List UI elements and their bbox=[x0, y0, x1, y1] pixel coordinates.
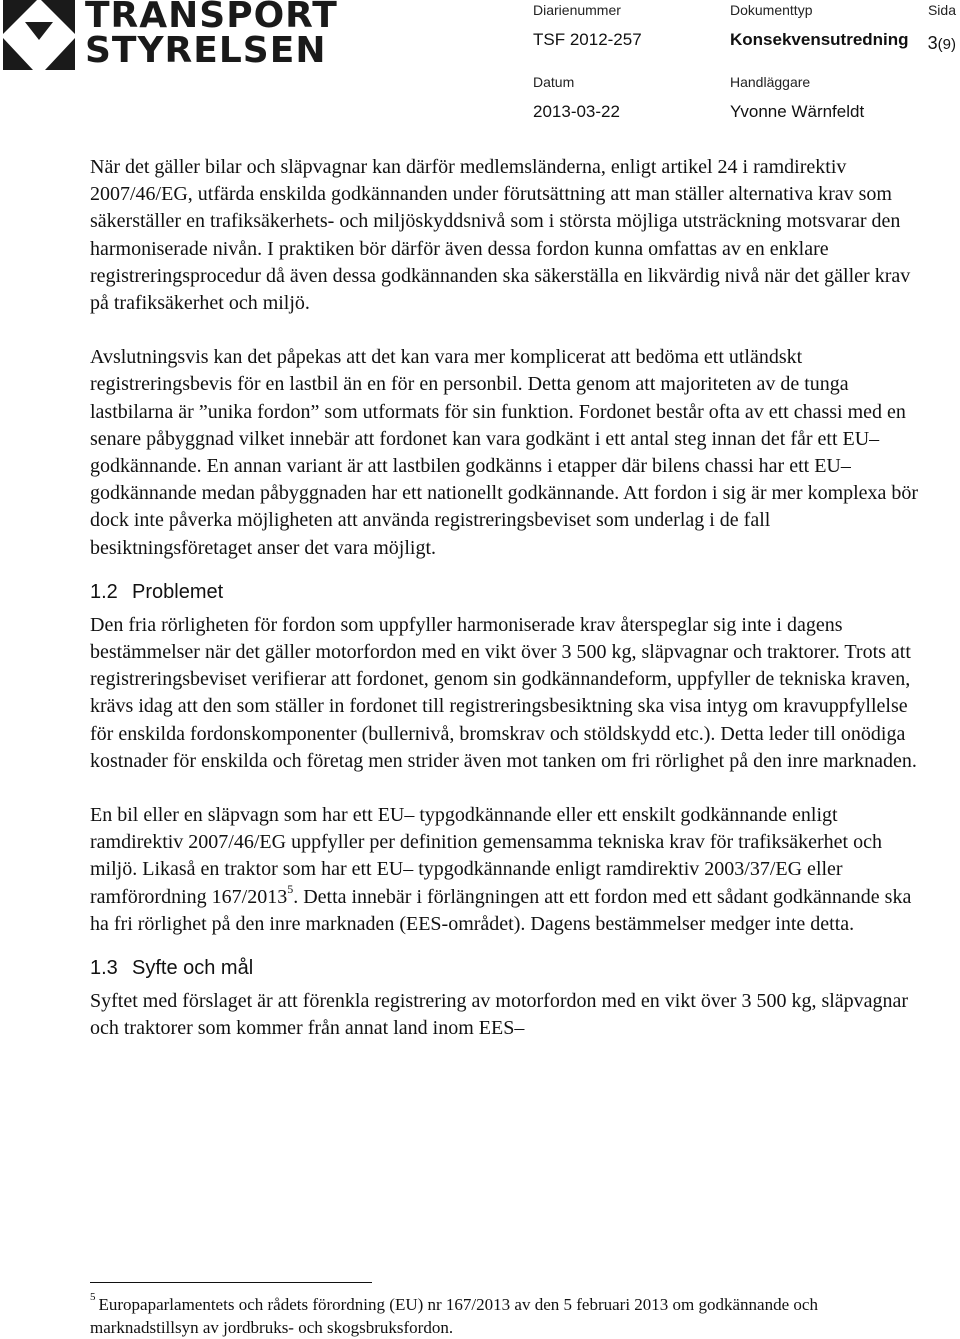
section-number: 1.2 bbox=[90, 580, 118, 603]
handlaggare-label: Handläggare bbox=[730, 74, 811, 90]
sida-value bbox=[928, 30, 956, 52]
diarienummer-label: Diarienummer bbox=[533, 2, 621, 18]
section-number: 1.3 bbox=[90, 957, 118, 980]
datum-block bbox=[533, 74, 620, 122]
logo-line-2: STYRELSEN bbox=[85, 30, 327, 71]
paragraph-4-part-a: En bil eller en släpvagn som har ett EU– typgodkännande eller ett enskilt godkännande enligt ramdirektiv 2007/46/EG uppfyller per definition gemensamma tekniska krav för trafiksäkerhet och miljö. Likaså en traktor som har ett EU– typgodkännande enligt ramdirektiv 2003/37/EG eller ramförordning 167/2013 bbox=[90, 804, 882, 908]
datum-label: Datum bbox=[533, 74, 575, 90]
paragraph-2: Avslutningsvis kan det påpekas att det kan vara mer komplicerat att bedöma ett utländskt registreringsbevis för en lastbil än en för en personbil. Detta genom att majoriteten av de tunga lastbilarna är ”unika fordon” som utformats för sin funktion. Fordonet består ofta av ett chassi med en senare påbyggnad vilket innebär att fordonet kan vara godkänt i ett antal steg innan det får ett EU– godkännande. En annan variant är att lastbilen godkänns i etapper där bilens chassi har ett EU– godkännande medan påbyggnaden har ett nationellt godkännande. Att fordon i sig är mer komplexa bör dock inte påverka möjligheten att använda registreringsbeviset som underlag i de fall besiktningsföretaget anser det vara möjligt. bbox=[90, 346, 919, 559]
datum-value: 2013-03-22 bbox=[533, 102, 620, 121]
document-body bbox=[90, 154, 930, 1069]
paragraph-4-part-b: . Detta innebär i förlängningen att ett fordon med ett sådant godkännande ska ha fri rörlighet på den inre marknaden (EES-området). Dagens bestämmelser medger inte detta. bbox=[90, 885, 912, 935]
paragraph-1: När det gäller bilar och släpvagnar kan därför medlemsländerna, enligt artikel 24 i ramdirektiv 2007/46/EG, utfärda enskilda godkännanden under förutsättning att man ställer alternativa krav som säkerställer en trafiksäkerhets- och miljöskyddsnivå som i största möjliga utsträckning motsvarar den harmoniserade nivån. I praktiken bör därför även dessa fordon kunna omfattas av en enklare registreringsprocedur då även dessa godkännanden ska säkerställa en likvärdig nivå när det gäller krav på trafiksäkerhet och miljö. bbox=[90, 156, 911, 315]
logo-line-1: TRANSPORT bbox=[85, 0, 338, 36]
section-title: Syfte och mål bbox=[132, 957, 254, 980]
paragraph-5: Syftet med förslaget är att förenkla registrering av motorfordon med en vikt över 3 500 kg, släpvagnar och traktorer som kommer från annat land inom EES– bbox=[90, 990, 909, 1040]
diarienummer-block bbox=[533, 2, 642, 50]
section-heading-1-3 bbox=[90, 955, 930, 981]
transportstyrelsen-logo bbox=[3, 0, 338, 71]
footnote bbox=[90, 1293, 910, 1339]
footnote-number: 5 bbox=[90, 1291, 96, 1304]
paragraph-3: Den fria rörligheten för fordon som uppfyller harmoniserade krav återspeglar sig inte i dagens bestämmelser när det gäller motorfordon med en vikt över 3 500 kg, släpvagnar och traktorer. Trots att registreringsbeviset verifierar att fordonet, genom sin godkännandeform, uppfyller de tekniska kraven, krävs idag att den som ställer in fordonet till registreringsbesiktning ska visa intyg om kravuppfyllelse för enskilda fordonskomponenter (bullernivå, bromskrav och stöldskydd etc.). Detta leder till onödiga kostnader för enskilda och företag men strider även mot tanken om fri rörlighet på den inre marknaden. bbox=[90, 613, 917, 772]
sida-block bbox=[928, 2, 956, 52]
logo-wordmark bbox=[85, 0, 338, 71]
footnote-text: Europaparlamentets och rådets förordning (EU) nr 167/2013 av den 5 februari 2013 om godkännande och marknadstillsyn av jordbruks- och skogsbruksfordon. bbox=[90, 1295, 818, 1337]
logo-triangles-icon bbox=[3, 0, 75, 70]
dokumenttyp-block bbox=[730, 2, 909, 50]
footnote-ref-5[interactable]: 5 bbox=[287, 882, 294, 897]
sida-label: Sida bbox=[927, 2, 956, 18]
handlaggare-block bbox=[730, 74, 864, 122]
diarienummer-value: TSF 2012-257 bbox=[533, 30, 642, 49]
section-title: Problemet bbox=[132, 580, 224, 603]
dokumenttyp-label: Dokumenttyp bbox=[730, 2, 813, 18]
paragraph-4 bbox=[90, 802, 930, 938]
section-heading-1-2 bbox=[90, 579, 930, 605]
footnote-divider bbox=[90, 1282, 372, 1283]
dokumenttyp-value: Konsekvensutredning bbox=[730, 30, 909, 49]
page-total: (9) bbox=[937, 36, 956, 53]
page-number: 3 bbox=[927, 33, 938, 53]
handlaggare-value: Yvonne Wärnfeldt bbox=[730, 102, 865, 121]
